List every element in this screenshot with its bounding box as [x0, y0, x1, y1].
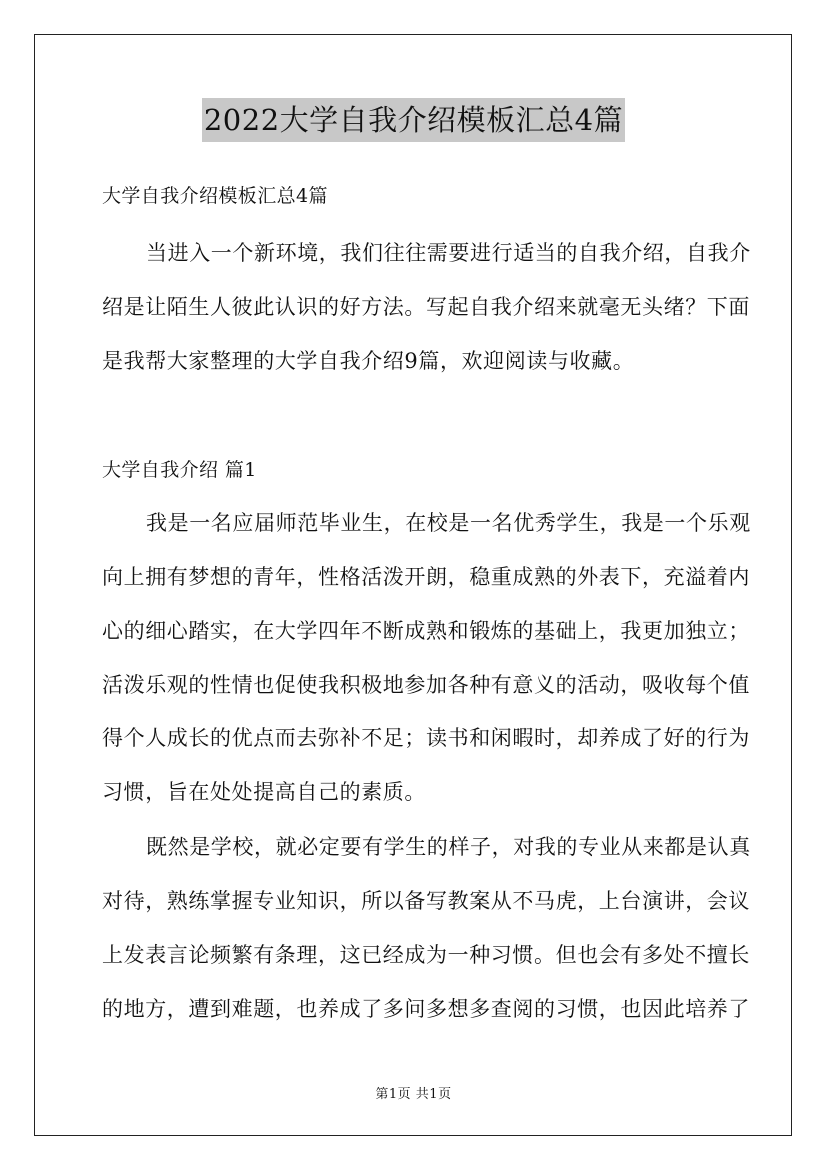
- paragraph-line: 习惯，旨在处处提高自己的素质。: [102, 780, 426, 804]
- paragraph-line: 既然是学校，就必定要有学生的样子，对我的专业从来都是认真: [146, 835, 751, 859]
- intro-line: 绍是让陌生人彼此认识的好方法。写起自我介绍来就毫无头绪？下面: [102, 295, 750, 319]
- paragraph-line: 对待，熟练掌握专业知识，所以备写教案从不马虎，上台演讲，会议: [102, 889, 750, 913]
- paragraph-line: 心的细心踏实，在大学四年不断成熟和锻炼的基础上，我更加独立；: [102, 619, 750, 643]
- intro-line: 当进入一个新环境，我们往往需要进行适当的自我介绍，自我介: [146, 241, 751, 265]
- paragraph-line: 我是一名应届师范毕业生，在校是一名优秀学生，我是一个乐观: [146, 511, 751, 535]
- paragraph-line: 向上拥有梦想的青年，性格活泼开朗，稳重成熟的外表下，充溢着内: [102, 565, 750, 589]
- paragraph-line: 的地方，遭到难题，也养成了多问多想多查阅的习惯，也因此培养了: [102, 997, 750, 1021]
- paragraph-line: 得个人成长的优点而去弥补不足；读书和闲暇时，却养成了好的行为: [102, 726, 750, 750]
- page-footer: 第1页 共1页: [375, 1087, 452, 1102]
- section-heading: 大学自我介绍 篇1: [102, 459, 257, 481]
- paragraph-line: 上发表言论频繁有条理，这已经成为一种习惯。但也会有多处不擅长: [102, 943, 750, 967]
- paragraph-line: 活泼乐观的性情也促使我积极地参加各种有意义的活动，吸收每个值: [102, 673, 750, 697]
- title-container: [0, 98, 827, 142]
- document-title: 2022大学自我介绍模板汇总4篇: [202, 98, 625, 142]
- intro-line: 是我帮大家整理的大学自我介绍9篇，欢迎阅读与收藏。: [102, 349, 635, 373]
- document-subtitle: 大学自我介绍模板汇总4篇: [102, 185, 328, 207]
